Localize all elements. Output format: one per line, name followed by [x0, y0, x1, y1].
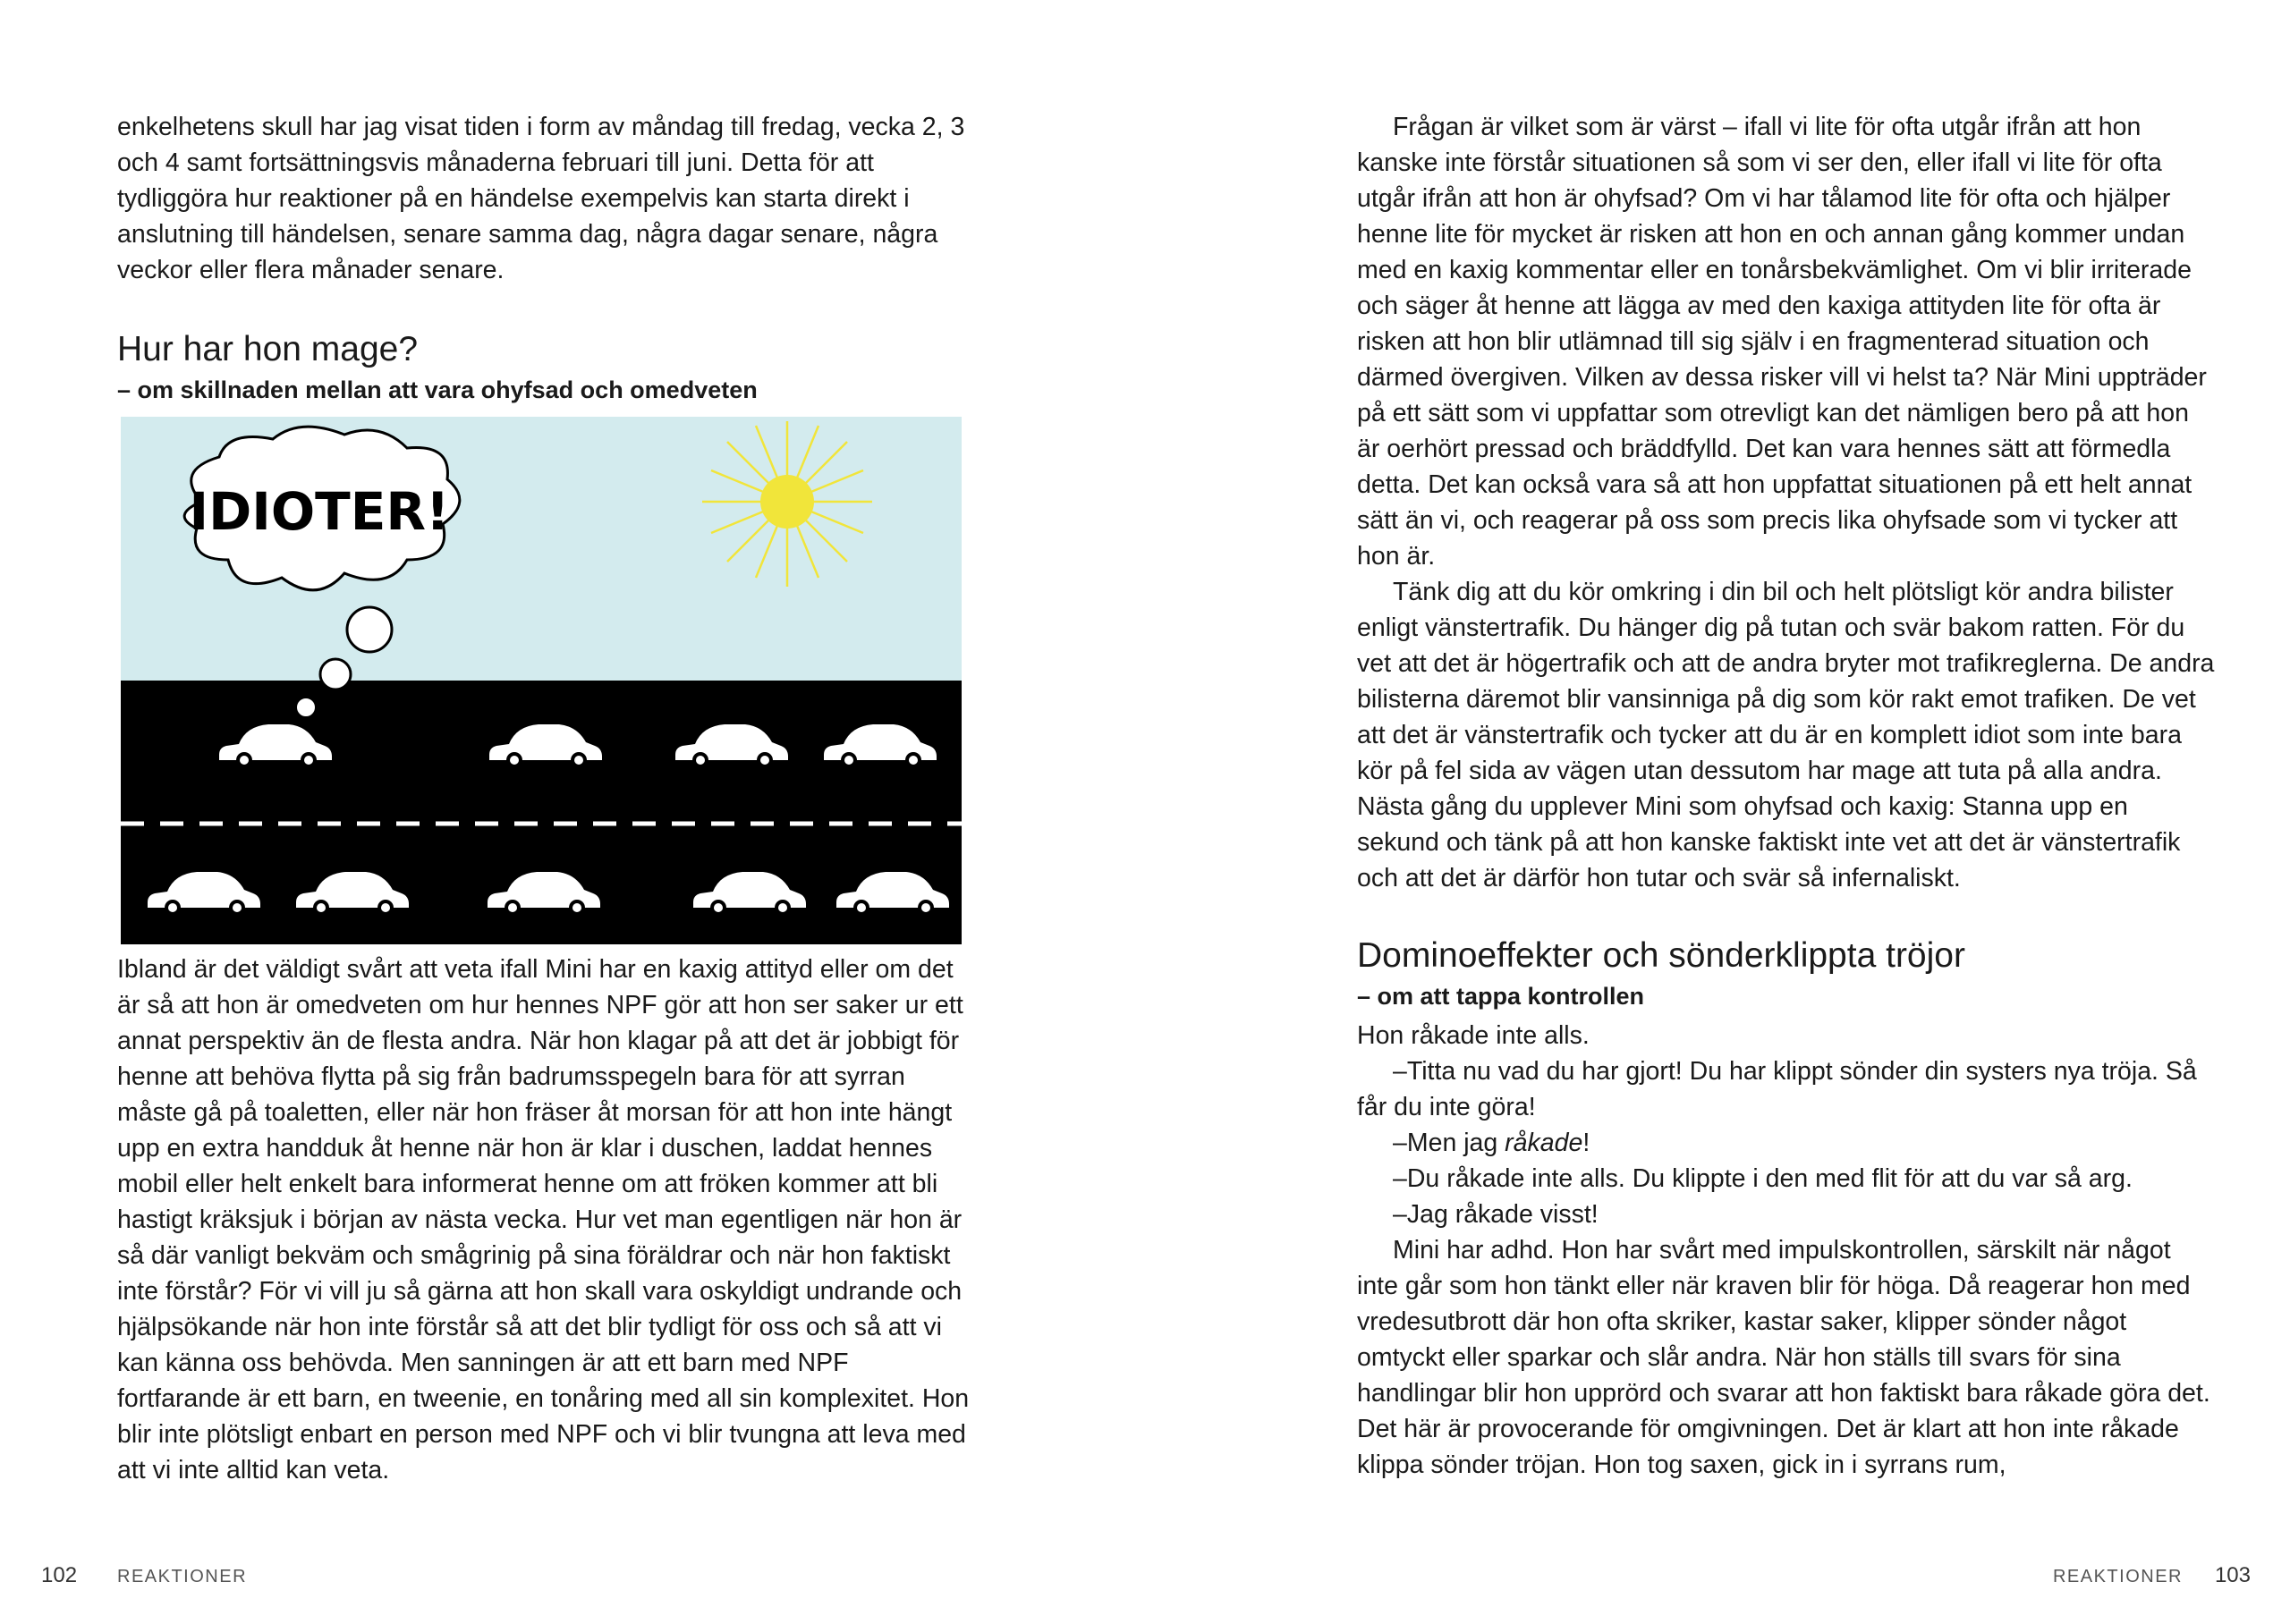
- right-section-heading: [1357, 934, 2216, 1014]
- left-body-paragraph: Ibland är det väldigt svårt att veta ifall Mini har en kaxig attityd eller om det är så att hon är omedveten om hur hennes NPF gör att hon ser saker ur ett annat perspektiv än de flesta andra. När hon klagar på att det är jobbigt för henne att behöva flytta på sig från badrumsspegeln bara för att syrran måste gå på toaletten, eller när hon fräser åt morsan för att hon inte hängt upp en extra handduk åt henne när hon är klar i duschen, laddat hennes mobil eller helt enkelt bara informerat henne om att fröken kommer att bli hastigt kräksjuk i början av nästa vecka. Hur vet man egentligen när hon är så där vanligt bekväm och smågrinig på sina föräldrar och när hon faktiskt inte förstår? För vi vill ju så gärna att hon skall vara oskyldigt undrande och hjälpsökande när hon inte förstår så att det blir tydligt för oss och så att vi kan känna oss behövda. Men sanningen är att ett barn med NPF fortfarande är ett barn, en tweenie, en tonåring med all sin komplexitet. Hon blir inte plötsligt enbart en person med NPF och vi blir tvungna att leva med att vi inte alltid kan veta.: [117, 955, 970, 1484]
- emphasis-rakade: råkade: [1505, 1129, 1583, 1157]
- dialog-line-2: –Men jag råkade!: [1393, 1129, 1590, 1157]
- right-paragraph-2: Tänk dig att du kör omkring i din bil och helt plötsligt kör andra bilister enligt vänstertrafik. Du hänger dig på tutan och svär bakom ratten. För du vet att det är högertrafik och att de andra bryter mot trafikreglerna. De andra bilisterna däremot blir vansinniga på dig som kör rakt emot trafiken. De vet att det är vänstertrafik och tycker att du är en komplett idiot som inte bara kör på fel sida av vägen utan dessutom har mage att tuta på alla andra. Nästa gång du upplever Mini som ohyfsad och kaxig: Stanna upp en sekund och tänk på att hon kanske faktiskt inte vet att det är vänstertrafik och att det är därför hon tutar och svär så infernaliskt.: [1357, 578, 2215, 892]
- left-text-column: [117, 109, 976, 1488]
- right-line-1: Hon råkade inte alls.: [1357, 1021, 1590, 1050]
- right-text-column: [1357, 109, 2216, 1483]
- left-intro-paragraph: enkelhetens skull har jag visat tiden i form av måndag till fredag, vecka 2, 3 och 4 samt fortsättningsvis månaderna februari till juni. Detta för att tydliggöra hur reaktioner på en händelse exempelvis kan starta direkt i anslutning till händelsen, senare samma dag, några dagar senare, några veckor eller flera månader senare.: [117, 113, 965, 284]
- section-subtitle: – om skillnaden mellan att vara ohyfsad och omedveten: [117, 376, 758, 403]
- dialog-line-3: –Du råkade inte alls. Du klippte i den med flit för att du var så arg.: [1393, 1164, 2133, 1193]
- left-section-heading: [117, 327, 976, 408]
- dialog-line-1: –Titta nu vad du har gjort! Du har klippt sönder din systers nya tröja. Så får du inte göra!: [1357, 1057, 2197, 1121]
- section-subtitle: – om att tappa kontrollen: [1357, 983, 1645, 1010]
- right-paragraph-1: Frågan är vilket som är värst – ifall vi lite för ofta utgår ifrån att hon kanske inte förstår situationen så som vi ser den, eller ifall vi lite för ofta utgår ifrån att hon är ohyfsad? Om vi har tålamod lite för ofta och hjälper henne lite för mycket är risken att hon en och annan gång kommer undan med en kaxig kommentar eller en tonårsbekvämlighet. Om vi blir irriterade och säger åt henne att lägga av med den kaxiga attityden lite för ofta är risken att hon blir utlämnad till sig själv i en fragmenterad situation och därmed övergiven. Vilken av dessa risker vill vi helst ta? När Mini uppträder på ett sätt som vi uppfattar som otrevligt kan det nämligen bero på att hon är oerhört pressad och bräddfylld. Det kan vara hennes sätt att förmedla detta. Det kan också vara så att hon uppfattat situationen på ett helt annat sätt än vi, och reagerar på oss som precis lika ohyfsade som vi tycker att hon är.: [1357, 113, 2207, 571]
- dialog-line-4: –Jag råkade visst!: [1393, 1200, 1599, 1229]
- thought-text: IDIOTER!: [189, 481, 450, 542]
- right-paragraph-3: Mini har adhd. Hon har svårt med impulskontrollen, särskilt när något inte går som hon tänkt eller när kraven blir för höga. Då reagerar hon med vredesutbrott där hon ofta skriker, kastar saker, klipper sönder något omtyckt eller sparkar och slår andra. När hon ställs till svars för sina handlingar blir hon upprörd och svarar att hon faktiskt bara råkade göra det. Det här är provocerande för omgivningen. Det är klart att hon inte råkade klippa sönder tröjan. Hon tog saxen, gick in i syrrans rum,: [1357, 1236, 2210, 1479]
- running-head-right: REAKTIONER: [2052, 1567, 2183, 1586]
- section-title-dominoeffekter: Dominoeffekter och sönderklippta tröjor: [1357, 936, 1965, 975]
- page-number-right: 103: [2214, 1563, 2251, 1587]
- page-number-left: 102: [41, 1563, 78, 1587]
- right-page: [1145, 0, 2290, 1624]
- section-title-hur-har-hon-mage: Hur har hon mage?: [117, 330, 419, 368]
- traffic-illustration: [121, 417, 962, 944]
- running-head-left: REAKTIONER: [117, 1567, 248, 1586]
